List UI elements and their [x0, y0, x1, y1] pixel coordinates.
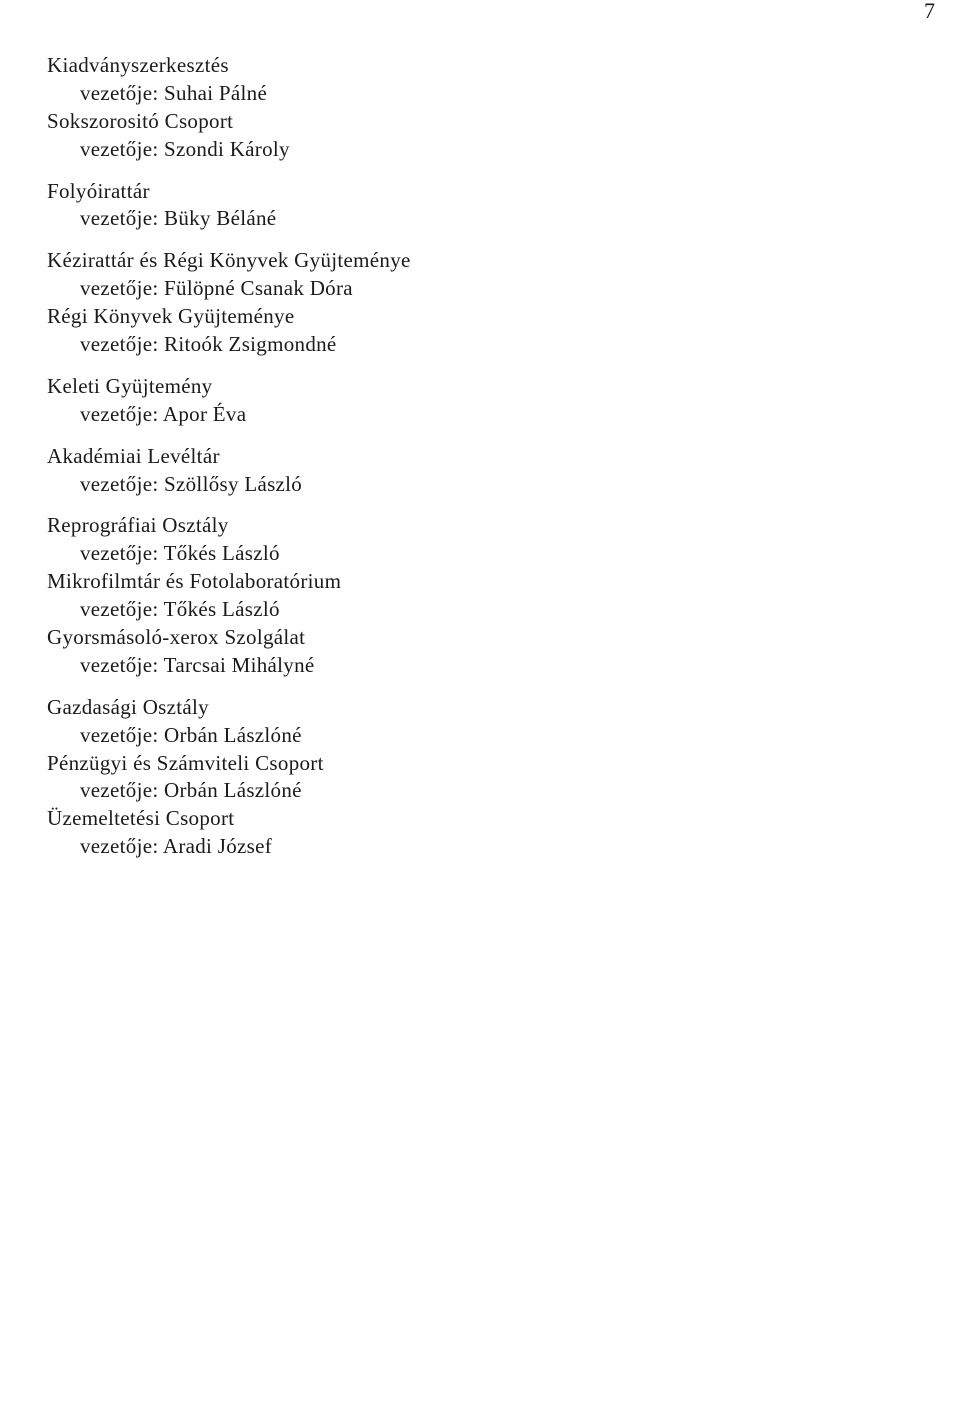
leader-text: vezetője: Tőkés László: [80, 597, 280, 622]
leader-text: vezetője: Apor Éva: [80, 401, 247, 426]
unit-heading: [0, 303, 700, 331]
leader-line: [0, 205, 700, 233]
unit-name: Gyorsmásoló-xerox Szolgálat: [47, 625, 306, 650]
leader-text: vezetője: Ritoók Zsigmondné: [80, 332, 337, 357]
unit-name: Akadémiai Levéltár: [47, 443, 220, 468]
leader-line: [0, 833, 700, 861]
unit-heading: [0, 750, 700, 778]
unit-heading: [0, 108, 700, 136]
leader-line: [0, 652, 700, 680]
unit-heading: [0, 624, 700, 652]
leader-line: [0, 275, 700, 303]
unit-name: Sokszorositó Csoport: [47, 108, 234, 133]
leader-text: vezetője: Fülöpné Csanak Dóra: [80, 276, 353, 301]
unit-heading: [0, 694, 700, 722]
leader-line: [0, 777, 700, 805]
unit-heading: [0, 512, 700, 540]
leader-line: [0, 540, 700, 568]
leader-text: vezetője: Szöllősy László: [80, 471, 303, 496]
unit-heading: [0, 805, 700, 833]
leader-text: vezetője: Aradi József: [80, 834, 273, 859]
leader-line: [0, 80, 700, 108]
unit-name: Pénzügyi és Számviteli Csoport: [47, 750, 324, 775]
leader-line: [0, 331, 700, 359]
unit-heading: [0, 52, 700, 80]
leader-line: [0, 471, 700, 499]
unit-name: Gazdasági Osztály: [47, 694, 209, 719]
leader-text: vezetője: Orbán Lászlóné: [80, 778, 302, 803]
page-number: 7: [924, 0, 935, 23]
leader-text: vezetője: Tarcsai Mihályné: [80, 652, 315, 677]
leader-text: vezetője: Szondi Károly: [80, 136, 290, 161]
leader-line: [0, 401, 700, 429]
unit-heading: [0, 247, 700, 275]
leader-text: vezetője: Tőkés László: [80, 541, 280, 566]
department-list: [0, 52, 700, 861]
leader-text: vezetője: Suhai Pálné: [80, 80, 268, 105]
unit-name: Keleti Gyüjtemény: [47, 373, 213, 398]
unit-name: Folyóirattár: [47, 178, 150, 203]
leader-text: vezetője: Büky Béláné: [80, 206, 277, 231]
unit-name: Reprográfiai Osztály: [47, 513, 229, 538]
unit-name: Régi Könyvek Gyüjteménye: [47, 304, 295, 329]
unit-heading: [0, 443, 700, 471]
leader-text: vezetője: Orbán Lászlóné: [80, 722, 302, 747]
leader-line: [0, 136, 700, 164]
unit-heading: [0, 568, 700, 596]
unit-name: Kézirattár és Régi Könyvek Gyüjteménye: [47, 248, 411, 273]
unit-name: Kiadványszerkesztés: [47, 53, 229, 77]
unit-name: Üzemeltetési Csoport: [47, 806, 235, 831]
unit-heading: [0, 373, 700, 401]
leader-line: [0, 722, 700, 750]
leader-line: [0, 596, 700, 624]
unit-name: Mikrofilmtár és Fotolaboratórium: [47, 569, 342, 594]
unit-heading: [0, 178, 700, 206]
